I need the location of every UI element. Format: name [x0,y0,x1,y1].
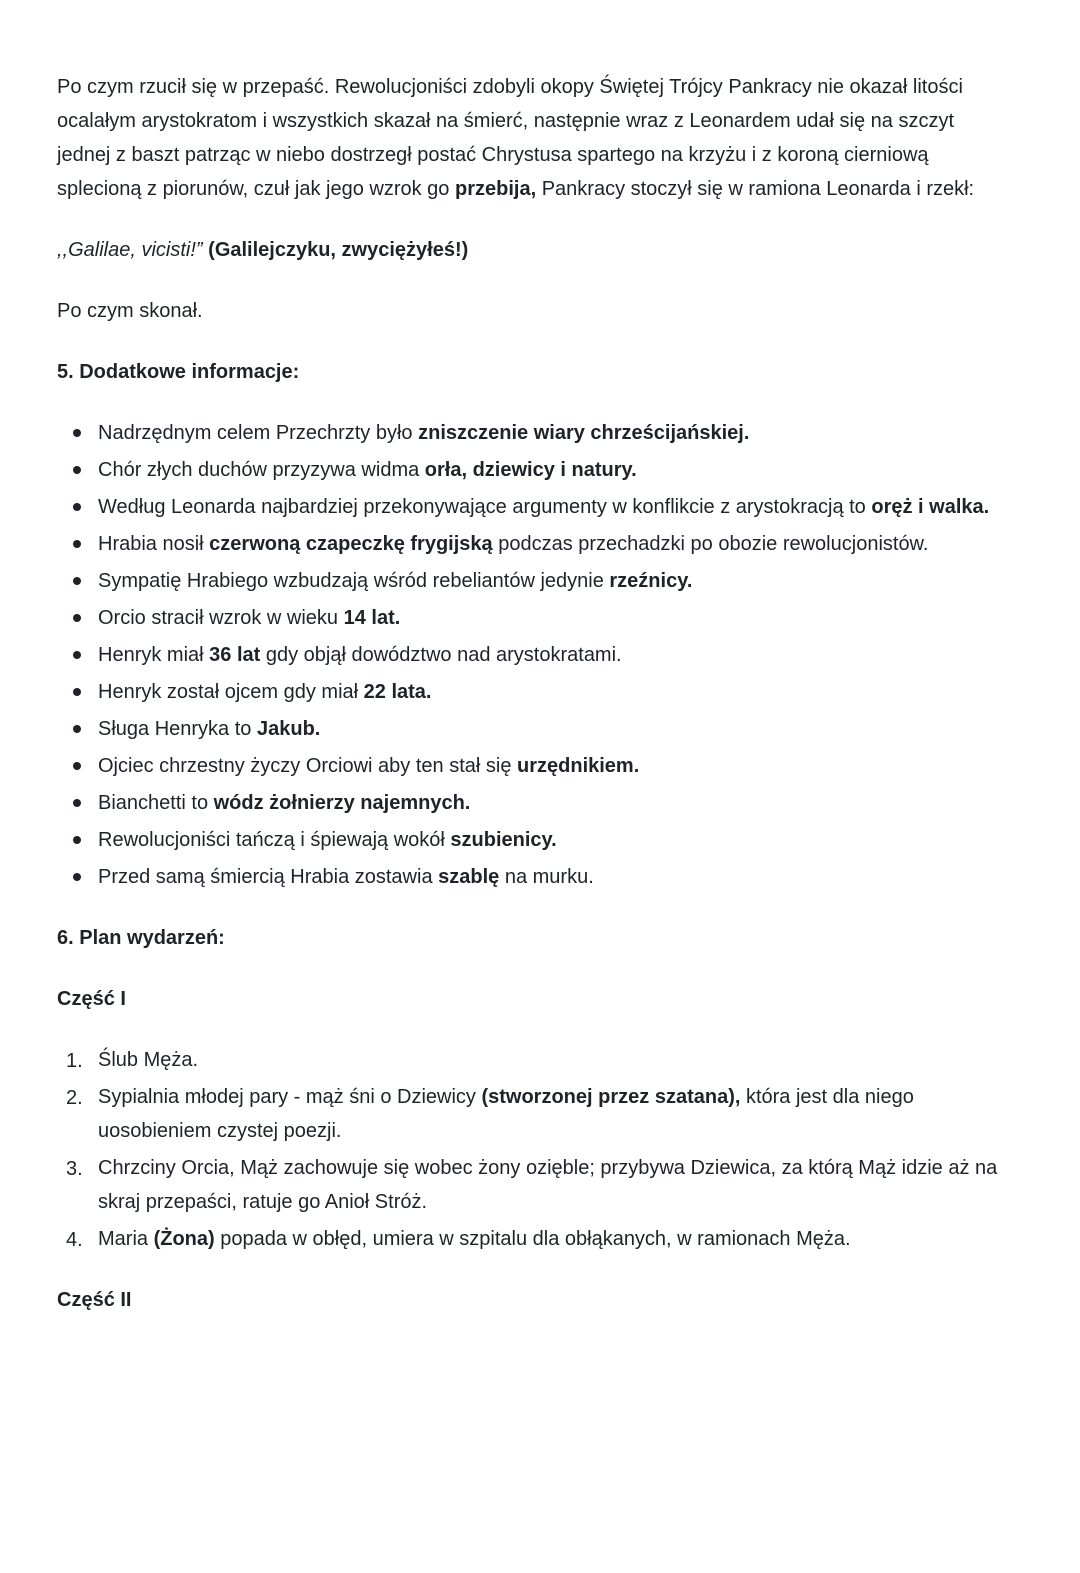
bold-text: zniszczenie wiary chrześcijańskiej. [418,422,750,444]
list-item [98,564,1008,598]
text-run: Henryk został ojcem gdy miał [98,681,364,703]
text-run: 5. Dodatkowe informacje: [57,361,300,383]
text-run: Henryk miał [98,644,210,666]
bullet-icon [73,873,81,881]
bold-text: czerwoną czapeczkę frygijską [209,533,493,555]
text-run: Ślub Męża. [98,1049,199,1071]
text-run: Nadrzędnym celem Przechrzty było [98,422,419,444]
list-number: 1. [66,1050,83,1072]
bullet-icon [73,651,81,659]
section-heading [57,982,1008,1016]
text-run: która jest dla niego uosobieniem czystej poezji. [98,1086,914,1142]
text-run: Orcio stracił wzrok w wieku [98,607,344,629]
bold-text: urzędnikiem. [517,755,640,777]
paragraph [57,70,1008,206]
bullet-icon [73,540,81,548]
section-heading [57,921,1008,955]
bold-text: (Żona) [153,1228,215,1250]
bold-text: rzeźnicy. [609,570,693,592]
text-run: Część II [57,1289,132,1311]
bullet-list [57,416,1008,894]
text-run: Według Leonarda najbardziej przekonywające argumenty w konflikcie z arystokracją to [98,496,872,518]
bold-text: 14 lat. [343,607,401,629]
text-run: podczas przechadzki po obozie rewolucjonistów. [492,533,929,555]
text-run: Część I [57,988,126,1010]
list-item [66,1151,1008,1219]
list-item [66,1222,1008,1256]
text-run: Pankracy stoczył się w ramiona Leonarda i rzekł: [536,178,975,200]
bold-text: szubienicy. [450,829,557,851]
list-number: 3. [66,1158,83,1180]
bold-text: przebija, [455,178,537,200]
list-item [98,453,1008,487]
list-item [98,712,1008,746]
text-run: Chrzciny Orcia, Mąż zachowuje się wobec żony ozięble; przybywa Dziewica, za którą Mąż idzie aż na skraj przepaści, ratuje go Anioł Stróż. [98,1157,998,1213]
bold-text: 22 lata. [363,681,432,703]
list-number: 2. [66,1087,83,1109]
text-run: Sypialnia młodej pary - mąż śni o Dziewicy [98,1086,482,1108]
list-item [66,1043,1008,1077]
bold-text: 36 lat [209,644,261,666]
text-run: Maria [98,1228,154,1250]
list-item [98,675,1008,709]
text-run: Po czym rzucił się w przepaść. Rewolucjoniści zdobyli okopy Świętej Trójcy Pankracy nie okazał litości ocalałym arystokratom i wszystkich skazał na śmierć, następnie wraz z Leonardem udał się na szczyt jednej z baszt patrząc w niebo dostrzegł postać Chrystusa spartego na krzyżu i z koroną cierniową splecioną z piorunów, czuł jak jego wzrok go [57,76,963,200]
list-item [98,860,1008,894]
text-run: Przed samą śmiercią Hrabia zostawia [98,866,439,888]
italic-text: ,,Galilae, vicisti!” [57,239,203,261]
list-item [98,416,1008,450]
text-run: Rewolucjoniści tańczą i śpiewają wokół [98,829,451,851]
bold-text: wódz żołnierzy najemnych. [213,792,471,814]
numbered-list [57,1043,1008,1256]
bold-text: szablę [438,866,500,888]
paragraph [57,233,1008,267]
text-run: Po czym skonał. [57,300,203,322]
text-run: Hrabia nosił [98,533,210,555]
bullet-icon [73,466,81,474]
list-item [66,1080,1008,1148]
bold-text: Jakub. [256,718,321,740]
text-run: Sługa Henryka to [98,718,257,740]
bullet-icon [73,429,81,437]
list-item [98,490,1008,524]
bullet-icon [73,503,81,511]
text-run: gdy objął dowództwo nad arystokratami. [260,644,622,666]
section-heading [57,1283,1008,1317]
text-run: na murku. [499,866,594,888]
document-content [57,70,1008,1317]
bold-text: (Galilejczyku, zwyciężyłeś!) [208,239,469,261]
text-run: Sympatię Hrabiego wzbudzają wśród rebeliantów jedynie [98,570,610,592]
text-run: Ojciec chrzestny życzy Orciowi aby ten stał się [98,755,518,777]
bullet-icon [73,577,81,585]
text-run: Chór złych duchów przyzywa widma [98,459,425,481]
list-item [98,527,1008,561]
text-run: popada w obłęd, umiera w szpitalu dla obłąkanych, w ramionach Męża. [214,1228,851,1250]
bullet-icon [73,688,81,696]
list-item [98,638,1008,672]
bold-text: oręż i walka. [871,496,990,518]
bullet-icon [73,614,81,622]
paragraph [57,294,1008,328]
text-run: 6. Plan wydarzeń: [57,927,225,949]
list-item [98,786,1008,820]
bold-text: orła, dziewicy i natury. [424,459,637,481]
text-run: Bianchetti to [98,792,214,814]
bullet-icon [73,725,81,733]
section-heading [57,355,1008,389]
bullet-icon [73,799,81,807]
list-number: 4. [66,1229,83,1251]
list-item [98,601,1008,635]
bullet-icon [73,762,81,770]
bullet-icon [73,836,81,844]
list-item [98,749,1008,783]
bold-text: (stworzonej przez szatana), [481,1086,741,1108]
list-item [98,823,1008,857]
